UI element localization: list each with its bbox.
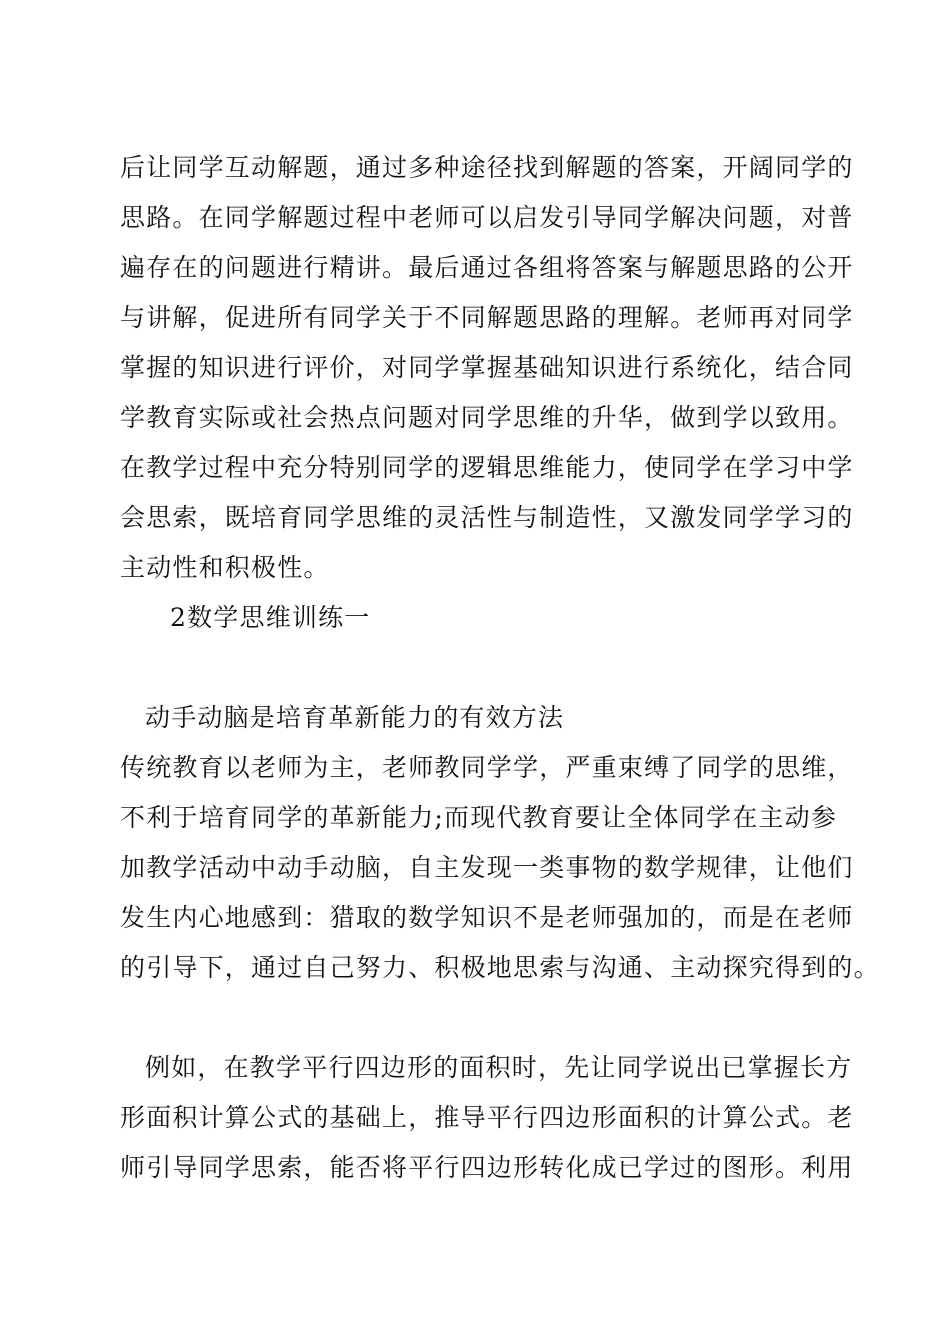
subheading: 动手动脑是培育革新能力的有效方法 xyxy=(145,703,565,732)
paragraph-1-line-2: 思路。在同学解题过程中老师可以启发引导同学解决问题，对普 xyxy=(120,203,854,232)
paragraph-2-line-5: 的引导下，通过自己努力、积极地思索与沟通、主动探究得到的。 xyxy=(120,953,880,982)
paragraph-2-line-1: 传统教育以老师为主，老师教同学学，严重束缚了同学的思维， xyxy=(120,753,854,782)
paragraph-1-line-6: 学教育实际或社会热点问题对同学思维的升华，做到学以致用。 xyxy=(120,403,854,432)
paragraph-1-line-7: 在教学过程中充分特别同学的逻辑思维能力，使同学在学习中学 xyxy=(120,453,854,482)
paragraph-3-line-1: 例如，在教学平行四边形的面积时，先让同学说出已掌握长方 xyxy=(145,1053,853,1082)
paragraph-2-line-3: 加教学活动中动手动脑，自主发现一类事物的数学规律，让他们 xyxy=(120,853,854,882)
section-heading: 2数学思维训练一 xyxy=(170,603,371,632)
paragraph-2-line-4: 发生内心地感到：猎取的数学知识不是老师强加的，而是在老师 xyxy=(120,903,854,932)
paragraph-1-line-8: 会思索，既培育同学思维的灵活性与制造性，又激发同学学习的 xyxy=(120,503,854,532)
paragraph-3-line-2: 形面积计算公式的基础上，推导平行四边形面积的计算公式。老 xyxy=(120,1103,854,1132)
paragraph-1-line-1: 后让同学互动解题，通过多种途径找到解题的答案，开阔同学的 xyxy=(120,153,854,182)
paragraph-1-line-5: 掌握的知识进行评价，对同学掌握基础知识进行系统化，结合同 xyxy=(120,353,854,382)
paragraph-3-line-3: 师引导同学思索，能否将平行四边形转化成已学过的图形。利用 xyxy=(120,1153,854,1182)
paragraph-1-line-4: 与讲解，促进所有同学关于不同解题思路的理解。老师再对同学 xyxy=(120,303,854,332)
paragraph-2-line-2: 不利于培育同学的革新能力;而现代教育要让全体同学在主动参 xyxy=(120,803,838,832)
paragraph-1-line-9: 主动性和积极性。 xyxy=(120,553,330,582)
paragraph-1-line-3: 遍存在的问题进行精讲。最后通过各组将答案与解题思路的公开 xyxy=(120,253,854,282)
